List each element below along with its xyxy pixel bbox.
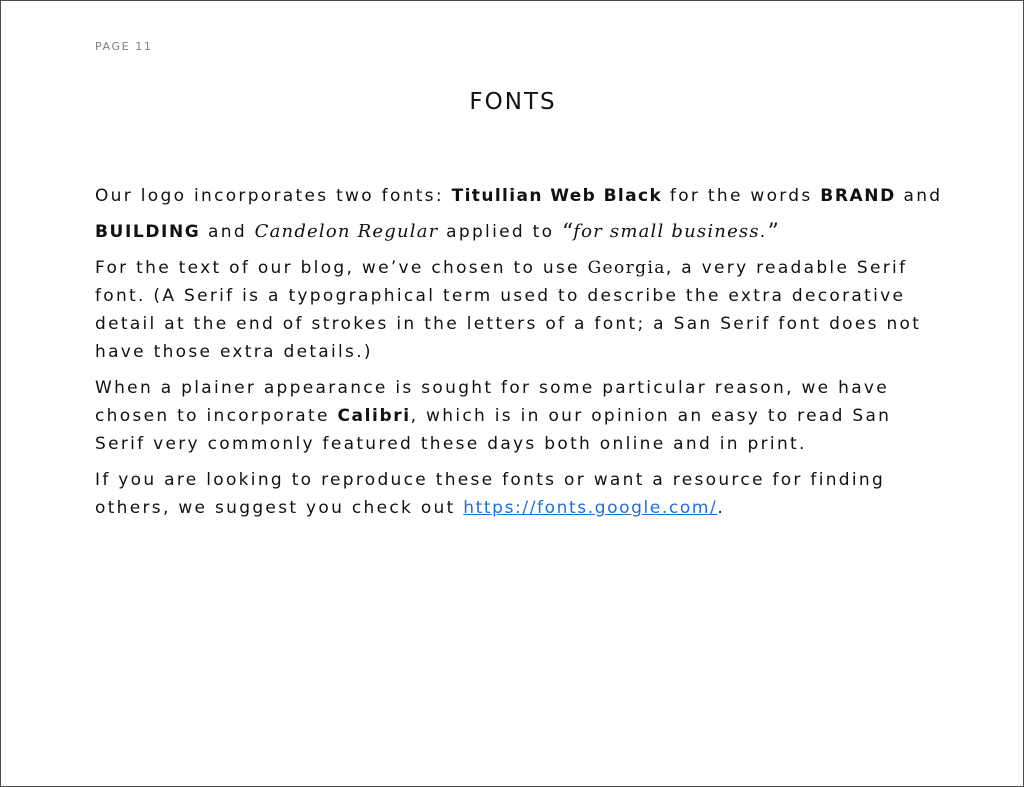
google-fonts-link[interactable]: https://fonts.google.com/ — [463, 498, 718, 518]
font-name-calibri: Calibri — [337, 406, 411, 426]
text-run: If you are looking to reproduce these fonts or want a resource for finding others, we suggest you check out — [95, 470, 886, 518]
text-run: for the words — [662, 186, 821, 206]
font-name-candelon: Candelon Regular — [254, 221, 439, 242]
word-brand: BRAND — [820, 186, 896, 206]
text-run: When a plainer appearance is sought for some particular reason, we have chosen to incorporate — [95, 378, 890, 426]
word-building: BUILDING — [95, 222, 201, 242]
text-run: applied to — [438, 222, 563, 242]
period: . — [717, 498, 726, 518]
open-quote: “ — [562, 220, 574, 245]
paragraph-resources — [95, 466, 945, 522]
paragraph-calibri — [95, 374, 945, 458]
font-name-titullian: Titullian Web Black — [451, 186, 663, 206]
text-run: , which is in our opinion an easy to read San Serif very commonly featured these days both online and in print. — [95, 406, 892, 454]
phrase-for-small-business: for small business — [573, 221, 760, 242]
text-run: and — [200, 222, 255, 242]
text-run: and — [895, 186, 943, 206]
close-quote: ” — [767, 220, 779, 245]
period: . — [759, 222, 768, 242]
paragraph-logo-fonts — [95, 179, 945, 250]
page-number: PAGE 11 — [95, 40, 153, 53]
page-title: FONTS — [469, 89, 557, 115]
text-run: For the text of our blog, we’ve chosen to use — [95, 258, 588, 278]
document-body — [95, 179, 945, 530]
font-name-georgia: Georgia — [587, 258, 666, 278]
text-run: Our logo incorporates two fonts: — [95, 186, 452, 206]
paragraph-blog-font — [95, 254, 945, 366]
text-run: , a very readable Serif font. (A Serif is a typographical term used to describe the extra decorative detail at the end of strokes in the letters of a font; a San Serif font does not have those extra details.) — [95, 258, 922, 362]
